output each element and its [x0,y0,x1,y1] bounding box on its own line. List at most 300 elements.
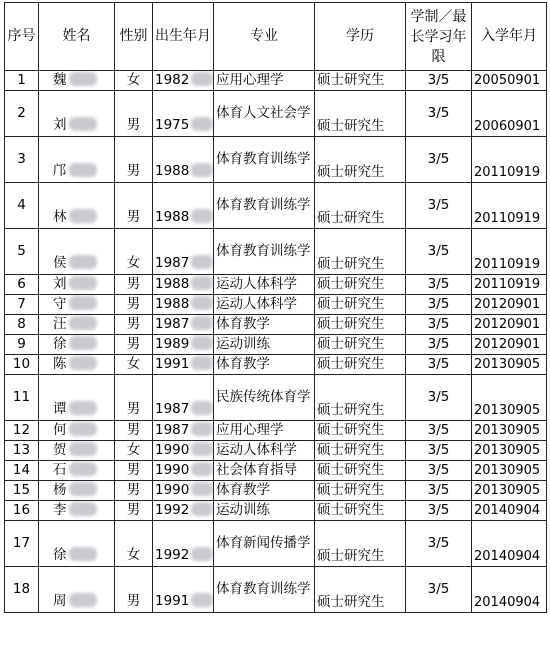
cell-education [315,183,406,229]
cell-enrollment-date-text: 20060901 [474,119,541,134]
cell-education-text: 硕士研究生 [317,482,385,498]
table-row [5,355,547,375]
cell-number-text: 9 [17,336,26,352]
cell-enrollment-date [472,521,547,567]
cell-enrollment-date [472,501,547,521]
cell-major-text: 体育教育训练学 [216,243,311,259]
cell-number [5,229,39,275]
cell-birth [153,315,214,335]
cell-name [39,315,115,335]
cell-major [214,501,315,521]
cell-number-text: 11 [12,389,31,405]
cell-study-length [406,315,472,335]
cell-major-text: 运动人体科学 [216,442,297,458]
cell-enrollment-date-text: 20120901 [474,317,541,332]
cell-education-text: 硕士研究生 [317,72,385,88]
cell-gender-text: 男 [126,502,141,518]
cell-name [39,91,115,137]
cell-major [214,229,315,275]
cell-number [5,295,39,315]
redaction-blur [69,72,97,86]
cell-enrollment-date [472,183,547,229]
cell-study-length [406,295,472,315]
redaction-blur [191,442,213,456]
table-row [5,461,547,481]
cell-enrollment-date-text: 20120901 [474,297,541,312]
cell-major-text: 体育教育训练学 [216,151,311,167]
cell-major [214,295,315,315]
cell-major-text: 体育新闻传播学 [216,535,311,551]
cell-birth-text: 1988 [155,163,190,179]
cell-study-length-text: 3/5 [427,105,450,121]
cell-gender [115,501,153,521]
cell-enrollment-date-text: 20140904 [474,503,541,518]
table-row [5,295,547,315]
cell-education [315,461,406,481]
cell-gender [115,315,153,335]
cell-study-length-text: 3/5 [427,296,450,312]
cell-name [39,461,115,481]
table-row [5,335,547,355]
cell-birth-text: 1990 [155,442,190,458]
cell-education-text: 硕士研究生 [317,594,385,610]
cell-name-text: 贺 [53,442,67,458]
cell-study-length [406,521,472,567]
cell-number [5,315,39,335]
cell-enrollment-date [472,71,547,91]
cell-birth [153,567,214,613]
cell-enrollment-date [472,275,547,295]
cell-education-text: 硕士研究生 [317,462,385,478]
cell-study-length [406,137,472,183]
cell-study-length [406,71,472,91]
cell-enrollment-date-text: 20140904 [474,595,541,610]
cell-major-text: 民族传统体育学 [216,389,311,405]
table-row [5,229,547,275]
redaction-blur [69,296,97,310]
cell-enrollment-date [472,567,547,613]
cell-birth-text: 1987 [155,401,190,417]
cell-enrollment-date-text: 20130905 [474,483,541,498]
redaction-blur [69,462,97,476]
cell-birth-text: 1988 [155,276,190,292]
cell-name-text: 汪 [53,316,67,332]
cell-gender-text: 女 [126,72,141,88]
cell-gender [115,275,153,295]
cell-education-text: 硕士研究生 [317,118,385,134]
cell-number-text: 12 [12,422,31,438]
cell-enrollment-date [472,355,547,375]
cell-study-length [406,375,472,421]
cell-study-length [406,501,472,521]
cell-name-text: 邝 [53,163,67,179]
cell-name-text: 徐 [53,547,67,563]
redaction-blur [191,276,213,290]
cell-name-text: 何 [53,422,67,438]
cell-major [214,315,315,335]
cell-major-text: 应用心理学 [216,72,284,88]
cell-name-text: 石 [53,462,67,478]
cell-gender-text: 男 [126,401,141,417]
redaction-blur [191,255,213,269]
cell-gender-text: 男 [126,422,141,438]
cell-major [214,461,315,481]
cell-number [5,91,39,137]
cell-birth-text: 1992 [155,547,190,563]
cell-education-text: 硕士研究生 [317,548,385,564]
cell-education-text: 硕士研究生 [317,210,385,226]
cell-number [5,71,39,91]
cell-study-length [406,461,472,481]
table-row [5,375,547,421]
cell-number-text: 5 [17,243,26,259]
cell-education [315,421,406,441]
table-row [5,275,547,295]
cell-major [214,71,315,91]
cell-major [214,421,315,441]
redaction-blur [191,401,213,415]
cell-gender [115,137,153,183]
cell-major-text: 体育教学 [216,356,270,372]
cell-birth-text: 1975 [155,117,190,133]
cell-name [39,421,115,441]
cell-education [315,137,406,183]
cell-number [5,481,39,501]
cell-study-length [406,275,472,295]
redaction-blur [69,255,97,269]
cell-name-text: 谭 [53,401,67,417]
cell-enrollment-date [472,421,547,441]
cell-name-text: 徐 [53,336,67,352]
cell-birth-text: 1991 [155,356,190,372]
redaction-blur [69,336,97,350]
cell-birth [153,441,214,461]
cell-education-text: 硕士研究生 [317,402,385,418]
cell-education-text: 硕士研究生 [317,296,385,312]
cell-education-text: 硕士研究生 [317,336,385,352]
cell-name [39,521,115,567]
cell-number-text: 6 [17,276,26,292]
redaction-blur [191,316,213,330]
cell-enrollment-date-text: 20110919 [474,257,541,272]
redaction-blur [69,163,97,177]
cell-education [315,229,406,275]
cell-name [39,183,115,229]
cell-gender-text: 男 [126,462,141,478]
cell-education [315,335,406,355]
cell-education-text: 硕士研究生 [317,316,385,332]
cell-study-length-text: 3/5 [427,482,450,498]
cell-enrollment-date-text: 20130905 [474,357,541,372]
cell-enrollment-date-text: 20110919 [474,211,541,226]
header-cell: 性别 [115,3,153,71]
table-row [5,567,547,613]
cell-name [39,275,115,295]
cell-major-text: 体育教学 [216,316,270,332]
cell-major-text: 体育教学 [216,482,270,498]
cell-enrollment-date-text: 20130905 [474,423,541,438]
redaction-blur [69,209,97,223]
cell-study-length-text: 3/5 [427,151,450,167]
cell-name [39,501,115,521]
cell-birth-text: 1989 [155,336,190,352]
cell-number [5,335,39,355]
cell-gender-text: 男 [126,163,141,179]
cell-major-text: 运动训练 [216,502,270,518]
cell-name [39,229,115,275]
redaction-blur [69,422,97,436]
cell-study-length [406,355,472,375]
cell-major-text: 社会体育指导 [216,462,297,478]
cell-name [39,295,115,315]
cell-enrollment-date-text: 20110919 [474,165,541,180]
cell-education [315,275,406,295]
cell-study-length-text: 3/5 [427,535,450,551]
cell-enrollment-date [472,375,547,421]
cell-number-text: 16 [12,502,31,518]
table-row [5,501,547,521]
cell-number [5,441,39,461]
cell-study-length-text: 3/5 [427,462,450,478]
table-row [5,441,547,461]
cell-major [214,335,315,355]
cell-gender-text: 男 [126,209,141,225]
cell-study-length [406,183,472,229]
cell-birth [153,295,214,315]
cell-enrollment-date [472,461,547,481]
cell-enrollment-date [472,335,547,355]
cell-name-text: 林 [53,209,67,225]
cell-education [315,521,406,567]
cell-study-length [406,229,472,275]
cell-name [39,335,115,355]
cell-enrollment-date-text: 20130905 [474,403,541,418]
cell-education [315,295,406,315]
cell-birth [153,71,214,91]
cell-major-text: 运动人体科学 [216,296,297,312]
redaction-blur [69,442,97,456]
cell-birth-text: 1990 [155,462,190,478]
cell-gender [115,521,153,567]
cell-education-text: 硕士研究生 [317,502,385,518]
table-row [5,91,547,137]
cell-education [315,355,406,375]
redaction-blur [191,72,213,86]
cell-enrollment-date [472,91,547,137]
cell-study-length-text: 3/5 [427,581,450,597]
cell-name [39,481,115,501]
cell-name-text: 侯 [53,255,67,271]
cell-gender [115,441,153,461]
cell-number-text: 7 [17,296,26,312]
cell-study-length [406,567,472,613]
redaction-blur [191,209,213,223]
redaction-blur [191,547,213,561]
redaction-blur [191,117,213,131]
cell-number [5,137,39,183]
redaction-blur [191,163,213,177]
header-cell: 入学年月 [472,3,547,71]
cell-gender [115,567,153,613]
redaction-blur [191,502,213,516]
redaction-blur [191,482,213,496]
cell-gender [115,335,153,355]
cell-birth [153,501,214,521]
cell-major [214,481,315,501]
cell-birth [153,229,214,275]
student-table [4,2,547,613]
cell-major [214,441,315,461]
redaction-blur [69,117,97,131]
cell-education [315,441,406,461]
header-cell: 学历 [315,3,406,71]
cell-study-length [406,481,472,501]
cell-birth [153,355,214,375]
cell-gender [115,421,153,441]
cell-gender-text: 男 [126,117,141,133]
cell-number-text: 18 [12,581,31,597]
cell-birth-text: 1987 [155,422,190,438]
cell-study-length-text: 3/5 [427,336,450,352]
cell-major [214,375,315,421]
table-row [5,71,547,91]
cell-study-length-text: 3/5 [427,316,450,332]
cell-number [5,183,39,229]
table-body [5,3,547,613]
cell-gender [115,355,153,375]
cell-education [315,71,406,91]
cell-gender [115,183,153,229]
cell-education [315,91,406,137]
cell-major [214,567,315,613]
cell-education [315,501,406,521]
cell-study-length-text: 3/5 [427,442,450,458]
cell-name-text: 刘 [53,276,67,292]
cell-birth [153,421,214,441]
cell-study-length-text: 3/5 [427,72,450,88]
cell-birth [153,521,214,567]
cell-major-text: 体育人文社会学 [216,105,311,121]
cell-number-text: 4 [17,197,26,213]
cell-birth [153,461,214,481]
table-row [5,481,547,501]
redaction-blur [191,593,213,607]
cell-gender-text: 男 [126,482,141,498]
cell-gender-text: 男 [126,336,141,352]
redaction-blur [69,547,97,561]
cell-study-length [406,335,472,355]
cell-study-length-text: 3/5 [427,389,450,405]
cell-name-text: 周 [53,593,67,609]
cell-major [214,275,315,295]
cell-education-text: 硕士研究生 [317,164,385,180]
cell-gender-text: 女 [126,547,141,563]
cell-enrollment-date-text: 20110919 [474,277,541,292]
cell-birth-text: 1988 [155,209,190,225]
cell-number [5,275,39,295]
cell-number-text: 2 [17,105,26,121]
cell-study-length-text: 3/5 [427,356,450,372]
redaction-blur [191,336,213,350]
cell-birth [153,91,214,137]
cell-major [214,91,315,137]
table-row [5,137,547,183]
cell-number-text: 14 [12,462,31,478]
cell-major-text: 体育教育训练学 [216,197,311,213]
redaction-blur [191,356,213,370]
cell-study-length-text: 3/5 [427,243,450,259]
table-row [5,183,547,229]
cell-study-length-text: 3/5 [427,422,450,438]
cell-number [5,501,39,521]
cell-number [5,461,39,481]
cell-name-text: 陈 [53,356,67,372]
redaction-blur [69,502,97,516]
cell-birth-text: 1982 [155,72,190,88]
header-row [5,3,547,71]
cell-enrollment-date-text: 20120901 [474,337,541,352]
cell-number [5,421,39,441]
cell-name-text: 魏 [53,72,67,88]
cell-name-text: 刘 [53,117,67,133]
cell-name-text: 李 [53,502,67,518]
cell-study-length [406,441,472,461]
cell-name [39,71,115,91]
cell-gender-text: 男 [126,316,141,332]
redaction-blur [69,593,97,607]
cell-enrollment-date [472,441,547,461]
table-row [5,315,547,335]
table-row [5,521,547,567]
cell-number [5,521,39,567]
cell-number-text: 15 [12,482,31,498]
cell-birth-text: 1991 [155,593,190,609]
cell-gender-text: 男 [126,276,141,292]
cell-major-text: 应用心理学 [216,422,284,438]
cell-education-text: 硕士研究生 [317,276,385,292]
table-row [5,421,547,441]
cell-number-text: 10 [12,356,31,372]
cell-name [39,567,115,613]
cell-education [315,481,406,501]
cell-major [214,521,315,567]
cell-name [39,375,115,421]
cell-enrollment-date [472,481,547,501]
cell-name [39,137,115,183]
cell-study-length-text: 3/5 [427,276,450,292]
cell-study-length [406,421,472,441]
cell-gender-text: 男 [126,593,141,609]
cell-enrollment-date-text: 20130905 [474,443,541,458]
cell-number-text: 3 [17,151,26,167]
cell-gender-text: 男 [126,296,141,312]
cell-birth [153,481,214,501]
cell-education [315,375,406,421]
cell-enrollment-date [472,295,547,315]
cell-birth-text: 1988 [155,296,190,312]
cell-gender-text: 女 [126,255,141,271]
cell-major [214,355,315,375]
cell-education-text: 硕士研究生 [317,442,385,458]
header-cell: 姓名 [39,3,115,71]
cell-gender [115,481,153,501]
cell-major-text: 运动训练 [216,336,270,352]
cell-name-text: 杨 [53,482,67,498]
student-table-document [4,2,546,655]
cell-birth [153,375,214,421]
redaction-blur [69,356,97,370]
cell-number-text: 1 [17,72,26,88]
